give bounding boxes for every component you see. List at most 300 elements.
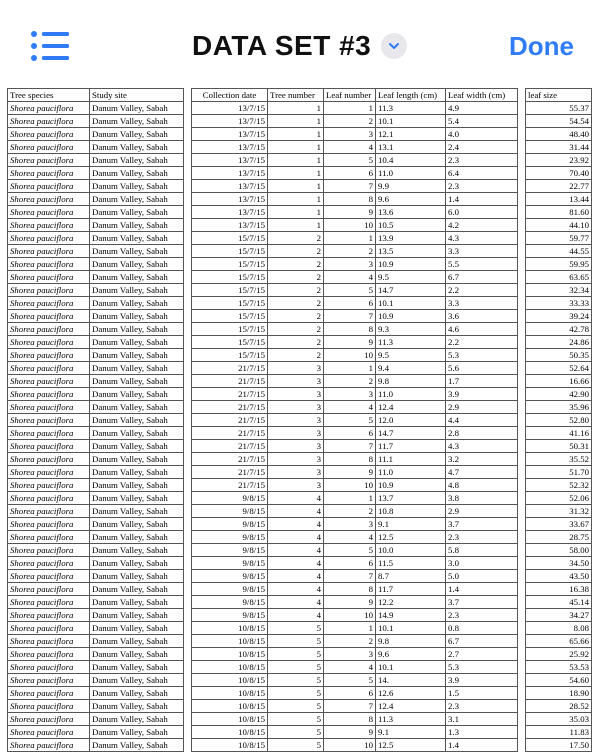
cell-collection-date[interactable]: 15/7/15 [192,297,268,310]
cell-leaf-width[interactable]: 5.3 [446,661,518,674]
cell-leaf-number[interactable]: 9 [324,206,376,219]
cell-tree-number[interactable]: 5 [268,648,324,661]
cell-leaf-width[interactable]: 3.0 [446,557,518,570]
cell-leaf-number[interactable]: 10 [324,349,376,362]
cell-tree-species[interactable]: Shorea pauciflora [8,674,90,687]
cell-study-site[interactable]: Danum Valley, Sabah [90,466,184,479]
cell-leaf-length[interactable]: 14.9 [376,609,446,622]
cell-study-site[interactable]: Danum Valley, Sabah [90,635,184,648]
cell-leaf-size[interactable]: 28.52 [526,700,592,713]
cell-tree-species[interactable]: Shorea pauciflora [8,401,90,414]
cell-leaf-number[interactable]: 8 [324,583,376,596]
cell-tree-species[interactable]: Shorea pauciflora [8,219,90,232]
cell-leaf-number[interactable]: 10 [324,479,376,492]
cell-tree-species[interactable]: Shorea pauciflora [8,141,90,154]
cell-tree-number[interactable]: 3 [268,414,324,427]
cell-leaf-number[interactable]: 3 [324,388,376,401]
cell-leaf-length[interactable]: 13.1 [376,141,446,154]
cell-tree-number[interactable]: 2 [268,232,324,245]
cell-study-site[interactable]: Danum Valley, Sabah [90,713,184,726]
cell-leaf-size[interactable]: 23.92 [526,154,592,167]
cell-study-site[interactable]: Danum Valley, Sabah [90,687,184,700]
cell-study-site[interactable]: Danum Valley, Sabah [90,492,184,505]
cell-tree-species[interactable]: Shorea pauciflora [8,505,90,518]
cell-leaf-length[interactable]: 9.5 [376,271,446,284]
cell-leaf-size[interactable]: 42.90 [526,388,592,401]
cell-leaf-length[interactable]: 12.1 [376,128,446,141]
cell-study-site[interactable]: Danum Valley, Sabah [90,245,184,258]
cell-leaf-width[interactable]: 4.8 [446,479,518,492]
cell-leaf-size[interactable]: 39.24 [526,310,592,323]
cell-leaf-width[interactable]: 4.6 [446,323,518,336]
cell-leaf-width[interactable]: 6.7 [446,635,518,648]
cell-leaf-length[interactable]: 11.5 [376,557,446,570]
cell-leaf-size[interactable]: 13.44 [526,193,592,206]
cell-collection-date[interactable]: 10/8/15 [192,622,268,635]
cell-leaf-number[interactable]: 8 [324,193,376,206]
cell-leaf-length[interactable]: 12.5 [376,531,446,544]
cell-leaf-width[interactable]: 2.8 [446,427,518,440]
cell-tree-number[interactable]: 5 [268,635,324,648]
cell-collection-date[interactable]: 10/8/15 [192,648,268,661]
cell-leaf-size[interactable]: 17.50 [526,739,592,752]
cell-tree-species[interactable]: Shorea pauciflora [8,518,90,531]
cell-leaf-size[interactable]: 53.53 [526,661,592,674]
cell-leaf-width[interactable]: 4.4 [446,414,518,427]
cell-leaf-size[interactable]: 35.52 [526,453,592,466]
cell-collection-date[interactable]: 9/8/15 [192,557,268,570]
cell-leaf-number[interactable]: 2 [324,635,376,648]
cell-leaf-length[interactable]: 8.7 [376,570,446,583]
cell-tree-number[interactable]: 3 [268,401,324,414]
cell-tree-number[interactable]: 2 [268,297,324,310]
cell-collection-date[interactable]: 15/7/15 [192,323,268,336]
cell-leaf-number[interactable]: 9 [324,726,376,739]
cell-leaf-size[interactable]: 59.95 [526,258,592,271]
cell-leaf-size[interactable]: 44.10 [526,219,592,232]
cell-tree-number[interactable]: 1 [268,193,324,206]
cell-study-site[interactable]: Danum Valley, Sabah [90,102,184,115]
cell-leaf-width[interactable]: 2.3 [446,700,518,713]
cell-tree-species[interactable]: Shorea pauciflora [8,362,90,375]
cell-leaf-width[interactable]: 4.7 [446,466,518,479]
cell-study-site[interactable]: Danum Valley, Sabah [90,349,184,362]
cell-tree-species[interactable]: Shorea pauciflora [8,570,90,583]
cell-tree-number[interactable]: 3 [268,479,324,492]
cell-tree-number[interactable]: 3 [268,453,324,466]
cell-leaf-width[interactable]: 5.6 [446,362,518,375]
cell-leaf-number[interactable]: 5 [324,154,376,167]
cell-tree-number[interactable]: 3 [268,427,324,440]
cell-leaf-size[interactable]: 35.96 [526,401,592,414]
cell-leaf-number[interactable]: 2 [324,245,376,258]
cell-leaf-width[interactable]: 4.2 [446,219,518,232]
cell-leaf-length[interactable]: 10.4 [376,154,446,167]
cell-leaf-number[interactable]: 10 [324,609,376,622]
cell-collection-date[interactable]: 13/7/15 [192,206,268,219]
cell-leaf-number[interactable]: 1 [324,362,376,375]
cell-tree-number[interactable]: 2 [268,310,324,323]
cell-collection-date[interactable]: 9/8/15 [192,596,268,609]
cell-leaf-size[interactable]: 24.86 [526,336,592,349]
cell-leaf-length[interactable]: 11.7 [376,440,446,453]
cell-leaf-number[interactable]: 7 [324,570,376,583]
cell-leaf-number[interactable]: 6 [324,427,376,440]
cell-tree-number[interactable]: 4 [268,505,324,518]
cell-tree-species[interactable]: Shorea pauciflora [8,167,90,180]
cell-leaf-number[interactable]: 2 [324,505,376,518]
cell-leaf-length[interactable]: 14.7 [376,427,446,440]
cell-tree-species[interactable]: Shorea pauciflora [8,440,90,453]
cell-study-site[interactable]: Danum Valley, Sabah [90,154,184,167]
cell-tree-species[interactable]: Shorea pauciflora [8,375,90,388]
cell-tree-species[interactable]: Shorea pauciflora [8,700,90,713]
cell-tree-number[interactable]: 2 [268,336,324,349]
cell-tree-species[interactable]: Shorea pauciflora [8,583,90,596]
column-header[interactable]: Leaf length (cm) [376,89,446,102]
cell-leaf-width[interactable]: 1.4 [446,193,518,206]
cell-leaf-size[interactable]: 41.16 [526,427,592,440]
cell-collection-date[interactable]: 10/8/15 [192,713,268,726]
cell-study-site[interactable]: Danum Valley, Sabah [90,700,184,713]
cell-tree-species[interactable]: Shorea pauciflora [8,622,90,635]
cell-leaf-width[interactable]: 2.7 [446,648,518,661]
cell-tree-species[interactable]: Shorea pauciflora [8,310,90,323]
cell-collection-date[interactable]: 10/8/15 [192,661,268,674]
cell-leaf-size[interactable]: 45.14 [526,596,592,609]
cell-leaf-length[interactable]: 11.0 [376,466,446,479]
cell-leaf-number[interactable]: 8 [324,323,376,336]
column-header[interactable]: Collection date [192,89,268,102]
cell-leaf-width[interactable]: 0.8 [446,622,518,635]
cell-leaf-number[interactable]: 7 [324,310,376,323]
cell-leaf-size[interactable]: 44.55 [526,245,592,258]
cell-tree-species[interactable]: Shorea pauciflora [8,726,90,739]
cell-study-site[interactable]: Danum Valley, Sabah [90,362,184,375]
cell-tree-number[interactable]: 4 [268,570,324,583]
cell-study-site[interactable]: Danum Valley, Sabah [90,440,184,453]
cell-leaf-length[interactable]: 9.6 [376,193,446,206]
cell-study-site[interactable]: Danum Valley, Sabah [90,323,184,336]
cell-tree-species[interactable]: Shorea pauciflora [8,154,90,167]
cell-tree-number[interactable]: 2 [268,349,324,362]
cell-study-site[interactable]: Danum Valley, Sabah [90,622,184,635]
cell-collection-date[interactable]: 13/7/15 [192,193,268,206]
cell-collection-date[interactable]: 13/7/15 [192,219,268,232]
cell-leaf-size[interactable]: 22.77 [526,180,592,193]
cell-tree-number[interactable]: 5 [268,700,324,713]
cell-leaf-number[interactable]: 2 [324,375,376,388]
cell-leaf-width[interactable]: 4.0 [446,128,518,141]
cell-leaf-size[interactable]: 48.40 [526,128,592,141]
cell-tree-number[interactable]: 1 [268,206,324,219]
cell-collection-date[interactable]: 15/7/15 [192,284,268,297]
cell-leaf-length[interactable]: 9.9 [376,180,446,193]
cell-leaf-number[interactable]: 3 [324,518,376,531]
cell-collection-date[interactable]: 13/7/15 [192,167,268,180]
cell-tree-species[interactable]: Shorea pauciflora [8,115,90,128]
cell-leaf-size[interactable]: 50.35 [526,349,592,362]
cell-leaf-number[interactable]: 8 [324,453,376,466]
cell-leaf-number[interactable]: 1 [324,232,376,245]
cell-leaf-size[interactable]: 52.06 [526,492,592,505]
cell-tree-number[interactable]: 1 [268,154,324,167]
cell-leaf-number[interactable]: 8 [324,713,376,726]
cell-tree-number[interactable]: 5 [268,687,324,700]
cell-study-site[interactable]: Danum Valley, Sabah [90,570,184,583]
cell-study-site[interactable]: Danum Valley, Sabah [90,258,184,271]
cell-leaf-length[interactable]: 10.1 [376,661,446,674]
cell-leaf-number[interactable]: 7 [324,440,376,453]
cell-study-site[interactable]: Danum Valley, Sabah [90,310,184,323]
cell-leaf-size[interactable]: 33.67 [526,518,592,531]
cell-leaf-size[interactable]: 43.50 [526,570,592,583]
cell-tree-number[interactable]: 5 [268,713,324,726]
cell-leaf-size[interactable]: 8.08 [526,622,592,635]
cell-collection-date[interactable]: 21/7/15 [192,466,268,479]
cell-leaf-size[interactable]: 52.64 [526,362,592,375]
cell-leaf-width[interactable]: 3.7 [446,518,518,531]
cell-leaf-length[interactable]: 11.1 [376,453,446,466]
cell-leaf-width[interactable]: 3.7 [446,596,518,609]
cell-tree-number[interactable]: 4 [268,557,324,570]
cell-tree-number[interactable]: 3 [268,466,324,479]
cell-leaf-length[interactable]: 9.8 [376,375,446,388]
cell-leaf-width[interactable]: 2.2 [446,284,518,297]
cell-leaf-number[interactable]: 7 [324,700,376,713]
cell-tree-number[interactable]: 1 [268,102,324,115]
cell-study-site[interactable]: Danum Valley, Sabah [90,401,184,414]
cell-study-site[interactable]: Danum Valley, Sabah [90,648,184,661]
cell-collection-date[interactable]: 10/8/15 [192,674,268,687]
cell-collection-date[interactable]: 15/7/15 [192,245,268,258]
cell-leaf-number[interactable]: 1 [324,102,376,115]
cell-tree-species[interactable]: Shorea pauciflora [8,544,90,557]
cell-tree-number[interactable]: 1 [268,167,324,180]
cell-leaf-width[interactable]: 5.0 [446,570,518,583]
cell-leaf-number[interactable]: 10 [324,739,376,752]
cell-collection-date[interactable]: 15/7/15 [192,336,268,349]
cell-tree-number[interactable]: 3 [268,375,324,388]
cell-study-site[interactable]: Danum Valley, Sabah [90,726,184,739]
cell-leaf-number[interactable]: 5 [324,674,376,687]
cell-tree-species[interactable]: Shorea pauciflora [8,739,90,752]
cell-tree-species[interactable]: Shorea pauciflora [8,388,90,401]
cell-leaf-size[interactable]: 70.40 [526,167,592,180]
cell-tree-number[interactable]: 2 [268,245,324,258]
cell-tree-number[interactable]: 4 [268,609,324,622]
cell-collection-date[interactable]: 10/8/15 [192,635,268,648]
cell-tree-number[interactable]: 4 [268,544,324,557]
cell-tree-species[interactable]: Shorea pauciflora [8,609,90,622]
cell-tree-number[interactable]: 1 [268,180,324,193]
cell-leaf-size[interactable]: 33.33 [526,297,592,310]
column-header[interactable]: leaf size [526,89,592,102]
cell-study-site[interactable]: Danum Valley, Sabah [90,427,184,440]
cell-leaf-width[interactable]: 3.1 [446,713,518,726]
cell-collection-date[interactable]: 9/8/15 [192,570,268,583]
cell-collection-date[interactable]: 9/8/15 [192,609,268,622]
cell-leaf-length[interactable]: 10.9 [376,479,446,492]
cell-tree-number[interactable]: 1 [268,128,324,141]
title-dropdown[interactable] [381,33,407,59]
cell-tree-species[interactable]: Shorea pauciflora [8,713,90,726]
cell-leaf-size[interactable]: 11.83 [526,726,592,739]
cell-leaf-width[interactable]: 3.9 [446,388,518,401]
cell-leaf-width[interactable]: 1.5 [446,687,518,700]
cell-leaf-width[interactable]: 6.0 [446,206,518,219]
cell-leaf-length[interactable]: 10.5 [376,219,446,232]
cell-leaf-length[interactable]: 10.1 [376,622,446,635]
cell-leaf-number[interactable]: 3 [324,258,376,271]
cell-leaf-size[interactable]: 34.27 [526,609,592,622]
cell-collection-date[interactable]: 21/7/15 [192,427,268,440]
cell-collection-date[interactable]: 10/8/15 [192,739,268,752]
cell-collection-date[interactable]: 21/7/15 [192,414,268,427]
cell-leaf-size[interactable]: 32.34 [526,284,592,297]
cell-tree-species[interactable]: Shorea pauciflora [8,531,90,544]
cell-leaf-number[interactable]: 9 [324,336,376,349]
cell-tree-number[interactable]: 2 [268,323,324,336]
cell-study-site[interactable]: Danum Valley, Sabah [90,544,184,557]
cell-leaf-number[interactable]: 10 [324,219,376,232]
cell-leaf-length[interactable]: 12.4 [376,401,446,414]
cell-leaf-size[interactable]: 18.90 [526,687,592,700]
cell-leaf-length[interactable]: 12.5 [376,739,446,752]
cell-study-site[interactable]: Danum Valley, Sabah [90,518,184,531]
cell-leaf-width[interactable]: 5.5 [446,258,518,271]
cell-study-site[interactable]: Danum Valley, Sabah [90,336,184,349]
cell-leaf-width[interactable]: 2.3 [446,531,518,544]
cell-leaf-number[interactable]: 3 [324,648,376,661]
cell-leaf-number[interactable]: 4 [324,271,376,284]
cell-leaf-size[interactable]: 65.66 [526,635,592,648]
cell-study-site[interactable]: Danum Valley, Sabah [90,375,184,388]
column-header[interactable]: Study site [90,89,184,102]
cell-leaf-width[interactable]: 5.4 [446,115,518,128]
cell-leaf-width[interactable]: 1.7 [446,375,518,388]
cell-leaf-size[interactable]: 81.60 [526,206,592,219]
cell-leaf-width[interactable]: 2.3 [446,609,518,622]
cell-study-site[interactable]: Danum Valley, Sabah [90,167,184,180]
column-header[interactable]: Tree number [268,89,324,102]
cell-leaf-width[interactable]: 2.9 [446,401,518,414]
cell-collection-date[interactable]: 13/7/15 [192,154,268,167]
cell-study-site[interactable]: Danum Valley, Sabah [90,141,184,154]
cell-tree-number[interactable]: 1 [268,219,324,232]
cell-tree-species[interactable]: Shorea pauciflora [8,258,90,271]
cell-tree-number[interactable]: 4 [268,531,324,544]
cell-tree-number[interactable]: 4 [268,518,324,531]
cell-leaf-width[interactable]: 4.9 [446,102,518,115]
cell-tree-species[interactable]: Shorea pauciflora [8,635,90,648]
cell-leaf-size[interactable]: 63.65 [526,271,592,284]
cell-leaf-length[interactable]: 9.6 [376,648,446,661]
cell-leaf-width[interactable]: 2.3 [446,180,518,193]
cell-study-site[interactable]: Danum Valley, Sabah [90,479,184,492]
cell-leaf-width[interactable]: 5.8 [446,544,518,557]
cell-tree-species[interactable]: Shorea pauciflora [8,492,90,505]
cell-tree-species[interactable]: Shorea pauciflora [8,193,90,206]
column-header[interactable]: Leaf width (cm) [446,89,518,102]
cell-tree-number[interactable]: 5 [268,726,324,739]
cell-leaf-size[interactable]: 42.78 [526,323,592,336]
cell-leaf-width[interactable]: 4.3 [446,232,518,245]
cell-leaf-size[interactable]: 58.00 [526,544,592,557]
cell-study-site[interactable]: Danum Valley, Sabah [90,505,184,518]
cell-tree-species[interactable]: Shorea pauciflora [8,284,90,297]
cell-leaf-length[interactable]: 11.7 [376,583,446,596]
cell-leaf-length[interactable]: 12.2 [376,596,446,609]
cell-collection-date[interactable]: 13/7/15 [192,141,268,154]
cell-tree-species[interactable]: Shorea pauciflora [8,245,90,258]
cell-study-site[interactable]: Danum Valley, Sabah [90,531,184,544]
cell-leaf-number[interactable]: 9 [324,466,376,479]
cell-study-site[interactable]: Danum Valley, Sabah [90,206,184,219]
cell-leaf-length[interactable]: 10.9 [376,310,446,323]
cell-study-site[interactable]: Danum Valley, Sabah [90,661,184,674]
cell-study-site[interactable]: Danum Valley, Sabah [90,128,184,141]
cell-leaf-number[interactable]: 4 [324,141,376,154]
column-header[interactable]: Leaf number [324,89,376,102]
cell-study-site[interactable]: Danum Valley, Sabah [90,284,184,297]
cell-leaf-width[interactable]: 1.3 [446,726,518,739]
cell-leaf-length[interactable]: 13.5 [376,245,446,258]
cell-tree-number[interactable]: 2 [268,271,324,284]
cell-leaf-size[interactable]: 34.50 [526,557,592,570]
cell-leaf-number[interactable]: 2 [324,115,376,128]
cell-leaf-length[interactable]: 10.1 [376,115,446,128]
cell-leaf-width[interactable]: 3.3 [446,245,518,258]
cell-study-site[interactable]: Danum Valley, Sabah [90,609,184,622]
cell-leaf-number[interactable]: 7 [324,180,376,193]
cell-leaf-size[interactable]: 52.80 [526,414,592,427]
cell-study-site[interactable]: Danum Valley, Sabah [90,193,184,206]
cell-leaf-width[interactable]: 2.9 [446,505,518,518]
cell-leaf-number[interactable]: 1 [324,492,376,505]
cell-collection-date[interactable]: 13/7/15 [192,180,268,193]
cell-leaf-size[interactable]: 50.31 [526,440,592,453]
column-header[interactable]: Tree species [8,89,90,102]
cell-tree-species[interactable]: Shorea pauciflora [8,661,90,674]
cell-tree-species[interactable]: Shorea pauciflora [8,453,90,466]
cell-tree-species[interactable]: Shorea pauciflora [8,206,90,219]
cell-collection-date[interactable]: 21/7/15 [192,362,268,375]
cell-collection-date[interactable]: 10/8/15 [192,726,268,739]
cell-leaf-length[interactable]: 9.1 [376,726,446,739]
cell-leaf-width[interactable]: 1.4 [446,583,518,596]
cell-collection-date[interactable]: 21/7/15 [192,388,268,401]
cell-leaf-number[interactable]: 5 [324,284,376,297]
cell-tree-number[interactable]: 2 [268,258,324,271]
cell-collection-date[interactable]: 21/7/15 [192,375,268,388]
cell-leaf-width[interactable]: 2.2 [446,336,518,349]
cell-tree-species[interactable]: Shorea pauciflora [8,479,90,492]
cell-tree-number[interactable]: 5 [268,674,324,687]
cell-leaf-size[interactable]: 54.60 [526,674,592,687]
cell-collection-date[interactable]: 9/8/15 [192,583,268,596]
cell-leaf-number[interactable]: 6 [324,687,376,700]
cell-leaf-size[interactable]: 16.38 [526,583,592,596]
cell-tree-species[interactable]: Shorea pauciflora [8,648,90,661]
cell-collection-date[interactable]: 15/7/15 [192,271,268,284]
cell-leaf-size[interactable]: 31.44 [526,141,592,154]
cell-leaf-width[interactable]: 1.4 [446,739,518,752]
cell-leaf-length[interactable]: 11.3 [376,102,446,115]
cell-tree-species[interactable]: Shorea pauciflora [8,323,90,336]
cell-leaf-number[interactable]: 9 [324,596,376,609]
cell-leaf-length[interactable]: 9.8 [376,635,446,648]
